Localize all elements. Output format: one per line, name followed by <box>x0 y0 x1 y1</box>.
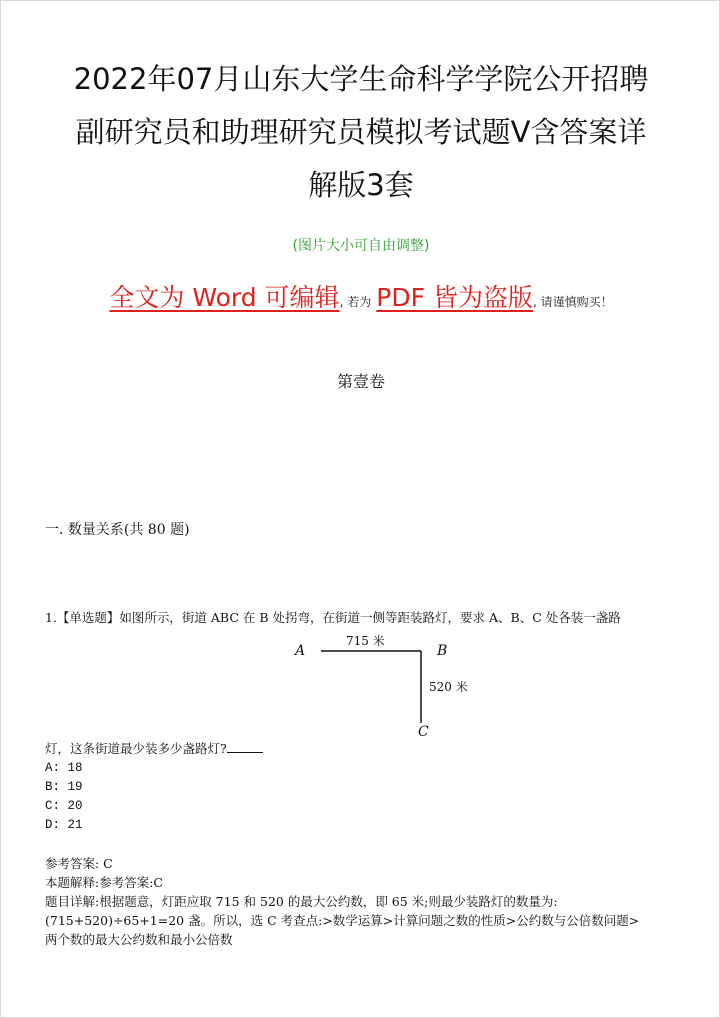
banner-pdf-pirated: PDF 皆为盗版 <box>376 283 533 312</box>
answer-detail-3: 两个数的最大公约数和最小公倍数 <box>45 932 233 947</box>
label-b: B <box>437 643 448 659</box>
question-stem-2: 灯，这条街道最少装多少盏路灯? <box>45 741 227 756</box>
question-stem: 1.【单选题】如图所示，街道 ABC 在 B 处拐弯，在街道一侧等距装路灯，要求 A、B、C 处各装一盏路 <box>45 610 621 625</box>
answer-detail-1: 题目详解:根据题意，灯距应取 715 和 520 的最大公约数，即 65 米;则最少装路灯的数量为: <box>45 894 558 909</box>
volume-title: 第壹卷 <box>336 372 385 391</box>
length-ab: 715 米 <box>346 634 385 648</box>
option-a: A: 18 <box>45 761 83 775</box>
option-b: B: 19 <box>45 780 83 794</box>
banner-word-editable: 全文为 Word 可编辑 <box>109 283 340 312</box>
title-line-1: 2022年07月山东大学生命科学学院公开招聘 <box>73 62 649 96</box>
street-diagram <box>281 631 481 741</box>
section-title: 一. 数量关系(共 80 题) <box>45 522 190 538</box>
banner-if: , 若为 <box>339 295 372 309</box>
banner-warning: , 请谨慎购买！ <box>532 295 613 309</box>
piracy-banner <box>1 278 720 314</box>
question-stem-continued <box>45 739 263 757</box>
title-line-3: 解版3套 <box>308 168 414 202</box>
label-c: C <box>418 724 429 740</box>
option-c: C: 20 <box>45 799 83 813</box>
label-a: A <box>295 643 306 659</box>
title-line-2: 副研究员和助理研究员模拟考试题V含答案详 <box>75 115 647 149</box>
document-title <box>31 53 691 212</box>
image-size-note: (图片大小可自由调整) <box>292 238 430 254</box>
answer-explanation: 本题解释:参考答案:C <box>45 875 163 890</box>
answer-detail-2: (715+520)÷65+1=20 盏。所以，选 C 考查点:>数学运算>计算问题之数的性质>公约数与公倍数问题> <box>45 913 640 928</box>
option-d: D: 21 <box>45 818 83 832</box>
reference-answer: 参考答案: C <box>45 856 113 871</box>
length-bc: 520 米 <box>429 680 468 694</box>
answer-blank <box>227 740 263 753</box>
